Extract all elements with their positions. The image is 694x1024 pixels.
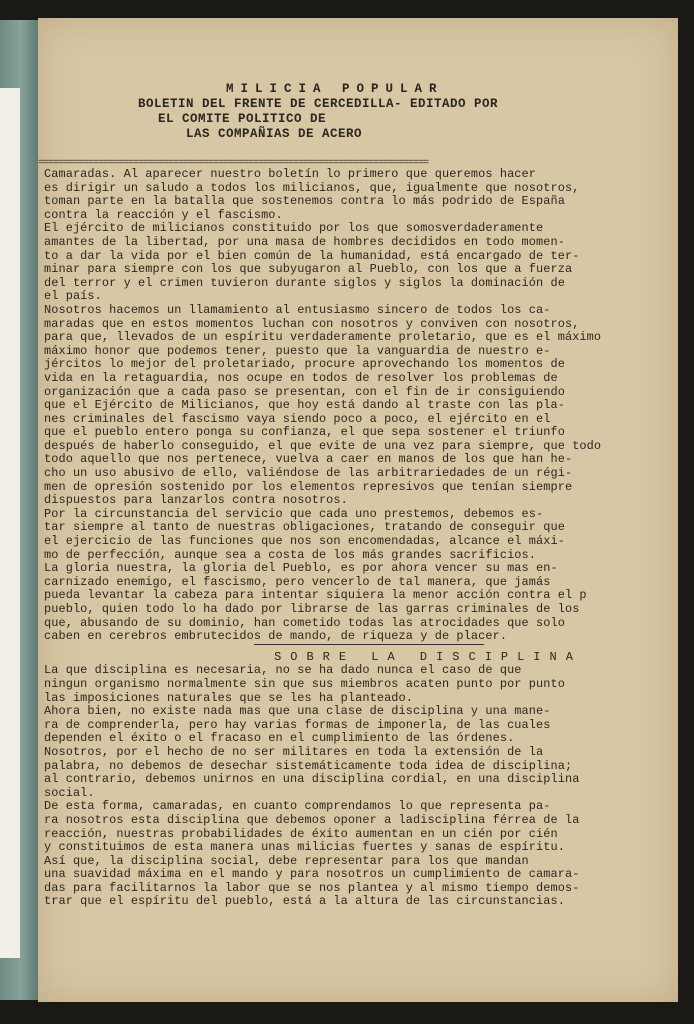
text-line: mo de perfección, aunque sea a costa de los más grandes sacrificios. [44, 547, 537, 562]
text-line: tar siempre al tanto de nuestras obligaciones, tratando de conseguir que [44, 520, 565, 535]
masthead-title: MILICIA POPULAR [226, 82, 444, 96]
text-line: toman parte en la batalla que sostenemos contra lo más podrido de España [44, 194, 565, 209]
article-body [44, 168, 672, 909]
text-line: social. [44, 785, 95, 800]
text-line: amantes de la libertad, por una masa de hombres decididos en todo momen- [44, 234, 565, 249]
text-line: es dirigir un saludo a todos los milicianos, que, igualmente que nosotros, [44, 180, 580, 195]
text-line: Camaradas. Al aparecer nuestro boletín lo primero que queremos hacer [44, 167, 537, 181]
text-line: al contrario, debemos unirnos en una disciplina cordial, en una disciplina [44, 772, 580, 787]
text-line: dispuestos para lanzarlos contra nosotros. [44, 493, 348, 508]
text-line: una suavidad máxima en el mando y para nosotros un cumplimiento de camara- [44, 867, 580, 882]
text-line: Ahora bien, no existe nada mas que una clase de disciplina y una mane- [44, 704, 551, 719]
text-line: el país. [44, 289, 102, 304]
text-line: men de opresión sostenido por los elementos represivos que tenían siempre [44, 479, 573, 494]
masthead-subtitle: BOLETIN DEL FRENTE DE CERCEDILLA- EDITADO POR [138, 97, 499, 111]
text-line: dependen el éxito o el fracaso en el cumplimiento de las órdenes. [44, 731, 515, 746]
text-line: organización que a cada paso se presentan, con el fin de ir consiguiendo [44, 384, 565, 399]
text-line: Nosotros, por el hecho de no ser militares en toda la extensión de la [44, 744, 544, 759]
greeting-article [44, 168, 672, 644]
text-line: que, abusando de su dominio, han cometido todas las atrocidades que solo [44, 615, 565, 630]
text-line: El ejército de milicianos constituido por los que somosverdaderamente [44, 221, 544, 236]
text-line: maradas que en estos momentos luchan con nosotros y conviven con nosotros, [44, 316, 580, 331]
text-line: del terror y el crimen tuvieron durante siglos y siglos la dominación de [44, 275, 565, 290]
text-line: minar para siempre con los que subyugaron al Pueblo, con los que a fuerza [44, 262, 573, 277]
text-line: reacción, nuestras probabilidades de éxito aumentan en un cién por cién [44, 826, 558, 841]
text-line: pueda levantar la cabeza para intentar siquiera la menor acción contra el p [44, 588, 587, 603]
text-line: ra nosotros esta disciplina que debemos oponer a ladisciplina férrea de la [44, 812, 580, 827]
masthead-rule: ============================================================================== [38, 158, 429, 169]
text-line: vida en la retaguardia, nos ocupe en todos de resolver los problemas de [44, 370, 558, 385]
discipline-article [44, 664, 672, 909]
adjacent-page-edge [0, 88, 20, 958]
text-line: máximo honor que podemos tener, puesto que la vanguardia de nuestro e- [44, 343, 551, 358]
text-line: caben en cerebros embrutecidos de mando, de riqueza y de placer. [44, 629, 508, 644]
text-line: todo aquello que nos pertenece, vuelva a caer en manos de los que han he- [44, 452, 573, 467]
text-line: pueblo, quien todo lo ha dado por librarse de las garras criminales de los [44, 602, 580, 616]
text-line: jércitos lo mejor del proletariado, procure aprovechando los momentos de [44, 357, 565, 372]
bulletin-page [38, 18, 678, 1002]
text-line: De esta forma, camaradas, en cuanto comprendamos lo que representa pa- [44, 799, 551, 814]
text-line: que el pueblo entero ponga su confianza, el que sepa sostener el triunfo [44, 425, 565, 440]
text-line: ningun organismo normalmente sin que sus miembros acaten punto por punto [44, 676, 565, 691]
masthead-companies: LAS COMPAÑIAS DE ACERO [186, 127, 363, 141]
text-line: La gloria nuestra, la gloria del Pueblo, es por ahora vencer su mas en- [44, 561, 558, 576]
text-line: to a dar la vida por el bien común de la humanidad, está encargado de ter- [44, 248, 580, 263]
masthead [138, 82, 558, 142]
text-line: las imposiciones naturales que se les ha planteado. [44, 690, 414, 705]
text-line: das para facilitarnos la labor que se nos plantea y al mismo tiempo demos- [44, 880, 580, 895]
section-title: SOBRE LA DISCIPLINA [274, 649, 582, 664]
text-line: contra la reacción y el fascismo. [44, 207, 283, 222]
text-line: ra de comprenderla, pero hay varias formas de imponerla, de las cuales [44, 717, 551, 732]
text-line: Así que, la disciplina social, debe representar para los que mandan [44, 853, 529, 868]
text-line: el ejercicio de las funciones que nos son encomendadas, alcance el máxi- [44, 534, 565, 549]
masthead-committee: EL COMITE POLITICO DE [158, 112, 327, 126]
text-line: trar que el espíritu del pueblo, está a la altura de las circunstancias. [44, 894, 565, 909]
text-line: carnizado enemigo, el fascismo, pero vencerlo de tal manera, que jamás [44, 574, 551, 589]
text-line: palabra, no debemos de desechar sistemáticamente toda idea de disciplina; [44, 758, 573, 773]
text-line: nes criminales del fascismo vaya siendo poco a poco, el ejército en el [44, 411, 551, 426]
text-line: Por la circunstancia del servicio que cada uno prestemos, debemos es- [44, 506, 544, 521]
text-line: Nosotros hacemos un llamamiento al entusiasmo sincero de todos los ca- [44, 302, 551, 317]
text-line: cho un uso abusivo de ello, valiéndose de las arbitrariedades de un régi- [44, 466, 573, 481]
text-line: La que disciplina es necesaria, no se ha dado nunca el caso de que [44, 663, 522, 678]
text-line: para que, llevados de un espíritu verdaderamente proletario, que es el máximo [44, 330, 602, 345]
text-line: después de haberlo conseguido, el que evite de una vez para siempre, que todo [44, 438, 602, 453]
text-line: y constituimos de esta manera unas milicias fuertes y sanas de espíritu. [44, 840, 565, 855]
text-line: que el Ejército de Milicianos, que hoy está dando al traste con las pla- [44, 398, 565, 413]
